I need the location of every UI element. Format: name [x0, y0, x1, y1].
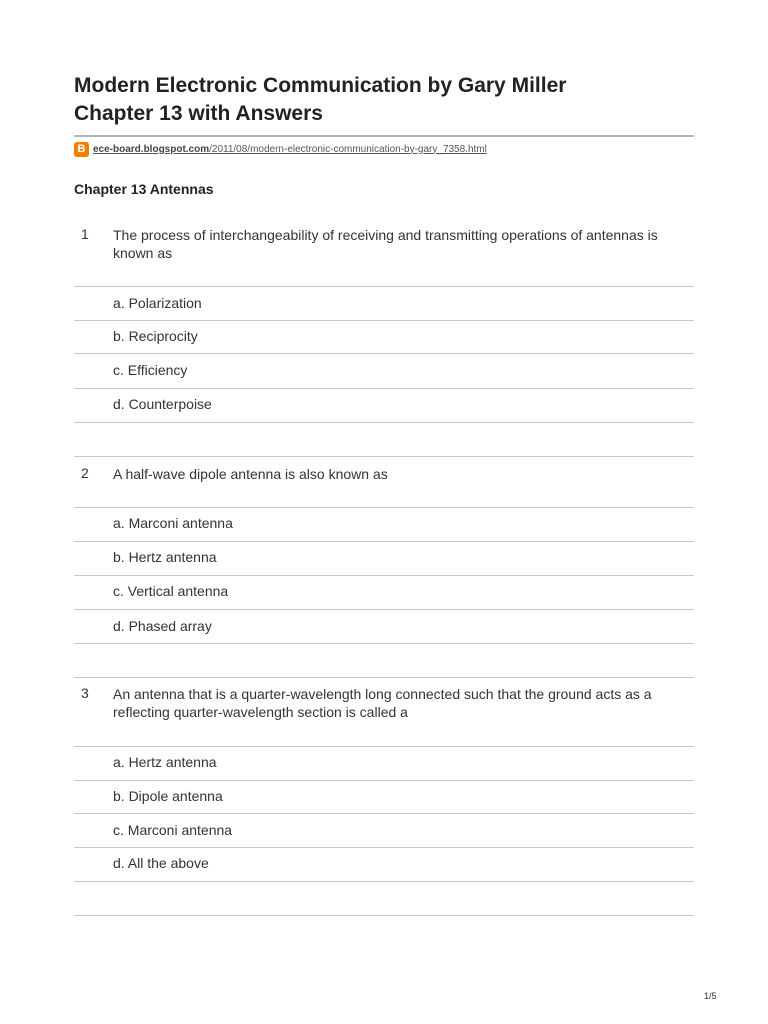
- answer-option: a. Hertz antenna: [113, 754, 217, 770]
- divider: [74, 881, 694, 882]
- divider: [74, 847, 694, 848]
- divider: [74, 388, 694, 389]
- source-host: ece-board.blogspot.com: [93, 143, 210, 155]
- divider: [74, 780, 694, 781]
- divider: [74, 915, 694, 916]
- divider: [74, 353, 694, 354]
- divider: [74, 541, 694, 542]
- divider: [74, 575, 694, 576]
- question-text: A half-wave dipole antenna is also known as: [113, 466, 388, 482]
- divider: [74, 286, 694, 287]
- answer-option: a. Marconi antenna: [113, 515, 233, 531]
- answer-option: d. All the above: [113, 855, 209, 871]
- answer-option: a. Polarization: [113, 295, 202, 311]
- answer-option: b. Reciprocity: [113, 328, 198, 344]
- answer-option: b. Dipole antenna: [113, 788, 223, 804]
- question-text: The process of interchangeability of receiving and transmitting operations of antennas is known as: [113, 227, 658, 261]
- answer-option: b. Hertz antenna: [113, 549, 217, 565]
- blogger-icon: B: [74, 142, 89, 157]
- title-divider: [74, 135, 694, 137]
- question-number: 1: [81, 226, 89, 242]
- answer-option: d. Phased array: [113, 618, 212, 634]
- answer-option: d. Counterpoise: [113, 396, 212, 412]
- answer-option: c. Marconi antenna: [113, 822, 233, 838]
- divider: [74, 643, 694, 644]
- source-link[interactable]: [93, 144, 487, 155]
- answer-option: c. Vertical antenna: [113, 583, 229, 599]
- source-path: /2011/08/modern-electronic-communication-by-gary_7358.html: [209, 143, 487, 155]
- divider: [74, 456, 694, 457]
- divider: [74, 746, 694, 747]
- page-number: 1/5: [704, 991, 717, 1001]
- divider: [74, 422, 694, 423]
- source-link-row: [74, 141, 487, 157]
- divider: [74, 813, 694, 814]
- divider: [74, 507, 694, 508]
- question-number: 2: [81, 465, 89, 481]
- divider: [74, 320, 694, 321]
- question-number: 3: [81, 685, 89, 701]
- question-text: An antenna that is a quarter-wavelength long connected such that the ground acts as a reflecting quarter-wavelength section is called a: [113, 686, 652, 720]
- title-line-2: Chapter 13 with Answers: [74, 102, 323, 125]
- page-title: [74, 72, 714, 128]
- answer-option: c. Efficiency: [113, 362, 188, 378]
- section-title: Chapter 13 Antennas: [74, 181, 214, 197]
- divider: [74, 609, 694, 610]
- divider: [74, 677, 694, 678]
- title-line-1: Modern Electronic Communication by Gary Miller: [74, 74, 567, 97]
